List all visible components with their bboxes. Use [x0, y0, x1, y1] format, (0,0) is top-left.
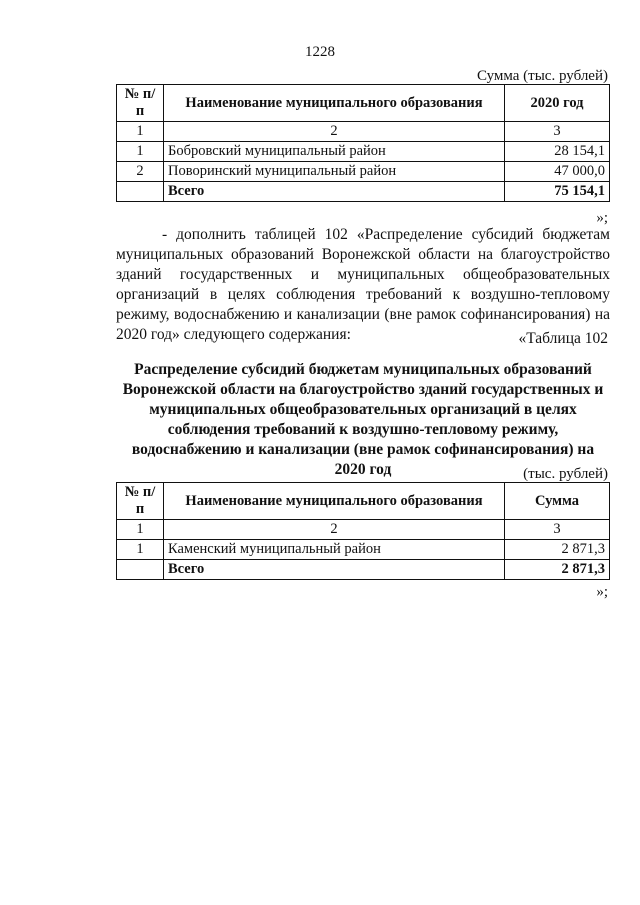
header-sum: 2020 год	[505, 85, 610, 122]
index-cell: 2	[164, 122, 505, 142]
table2-closing: »;	[596, 584, 608, 600]
page-number: 1228	[305, 44, 335, 60]
row-sum: 47 000,0	[505, 162, 610, 182]
index-cell: 3	[505, 122, 610, 142]
header-num: № п/п	[117, 483, 164, 520]
table-row	[117, 540, 610, 560]
row-num: 1	[117, 540, 164, 560]
table-header-row	[117, 85, 610, 122]
total-sum: 75 154,1	[505, 182, 610, 202]
index-cell: 2	[164, 520, 505, 540]
table-row	[117, 142, 610, 162]
table-index-row	[117, 520, 610, 540]
index-cell: 1	[117, 122, 164, 142]
index-cell: 3	[505, 520, 610, 540]
table-1	[116, 84, 610, 202]
amendment-paragraph: - дополнить таблицей 102 «Распределение субсидий бюджетам муниципальных образований Воронежской области на благоустройство зданий государственных и муниципальных общеобразовательных организаций в целях соблюдения требований к воздушно-тепловому режиму, водоснабжению и канализации (вне рамок софинансирования) на 2020 год» следующего содержания:	[116, 226, 610, 343]
table1-closing: »;	[596, 210, 608, 226]
header-name: Наименование муниципального образования	[164, 483, 505, 520]
row-num: 2	[117, 162, 164, 182]
header-sum: Сумма	[505, 483, 610, 520]
table-2	[116, 482, 610, 580]
table2-units: (тыс. рублей)	[523, 466, 608, 482]
row-name: Поворинский муниципальный район	[164, 162, 505, 182]
table-total-row	[117, 560, 610, 580]
row-num: 1	[117, 142, 164, 162]
header-num: № п/п	[117, 85, 164, 122]
total-sum: 2 871,3	[505, 560, 610, 580]
row-sum: 28 154,1	[505, 142, 610, 162]
table-total-row	[117, 182, 610, 202]
row-sum: 2 871,3	[505, 540, 610, 560]
table2-title: Распределение субсидий бюджетам муниципальных образований Воронежской области на благоустройство зданий государственных и муниципальных общеобразовательных организаций в целях соблюдения требований к воздушно-тепловому режиму, водоснабжению и канализации (вне рамок софинансирования) на 2020 год	[122, 361, 604, 478]
table-reference: «Таблица 102	[518, 330, 608, 347]
row-name: Каменский муниципальный район	[164, 540, 505, 560]
total-label: Всего	[164, 560, 505, 580]
total-label: Всего	[164, 182, 505, 202]
index-cell: 1	[117, 520, 164, 540]
header-name: Наименование муниципального образования	[164, 85, 505, 122]
table-row	[117, 162, 610, 182]
table1-units: Сумма (тыс. рублей)	[476, 68, 608, 84]
table-index-row	[117, 122, 610, 142]
table-header-row	[117, 483, 610, 520]
row-name: Бобровский муниципальный район	[164, 142, 505, 162]
